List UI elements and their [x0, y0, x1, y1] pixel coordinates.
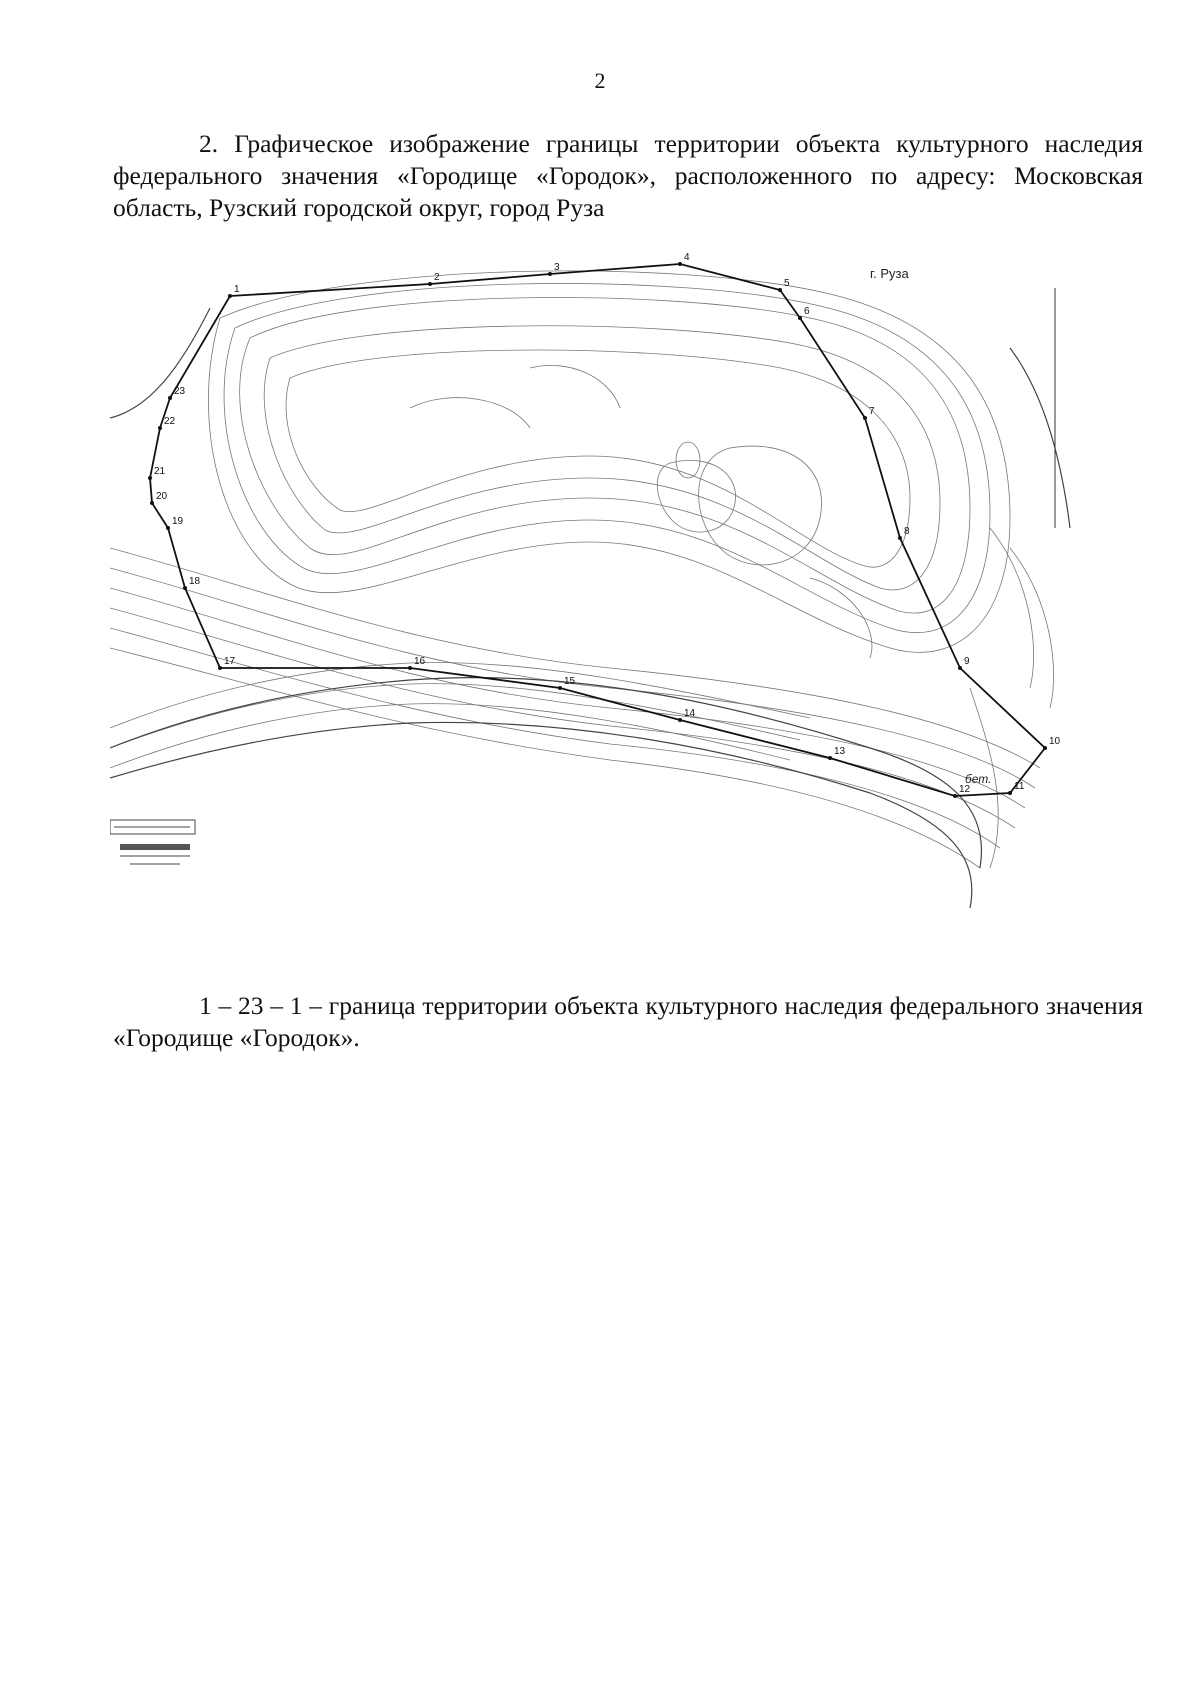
boundary-point-marker [168, 396, 172, 400]
boundary-point-label: 9 [964, 656, 970, 667]
boundary-point-marker [408, 666, 412, 670]
boundary-point-marker [678, 718, 682, 722]
boundary-point-label: 13 [834, 746, 846, 757]
boundary-point-marker [183, 586, 187, 590]
terrain-edge [110, 308, 1070, 908]
boundary-point-label: 19 [172, 516, 184, 527]
boundary-point-marker [678, 262, 682, 266]
boundary-point-marker [158, 426, 162, 430]
boundary-point-marker [150, 501, 154, 505]
boundary-point-label: 20 [156, 491, 168, 502]
boundary-map [110, 248, 1160, 968]
map-place-label: г. Руза [870, 266, 909, 281]
boundary-point-marker [228, 294, 232, 298]
boundary-point-marker [218, 666, 222, 670]
boundary-point-label: 21 [154, 466, 166, 477]
boundary-point-marker [958, 666, 962, 670]
boundary-point-label: 18 [189, 576, 201, 587]
boundary-point-label: 3 [554, 262, 560, 273]
boundary-point-marker [1008, 791, 1012, 795]
boundary-point-label: 7 [869, 406, 875, 417]
boundary-point-label: 11 [1014, 781, 1025, 792]
boundary-point-marker [798, 316, 802, 320]
boundary-point-marker [1043, 746, 1047, 750]
boundary-point-label: 8 [904, 526, 910, 537]
boundary-point-label: 12 [959, 784, 971, 795]
boundary-point-label: 2 [434, 272, 440, 283]
boundary-point-label: 15 [564, 676, 576, 687]
boundary-point-marker [828, 756, 832, 760]
boundary-point-label: 4 [684, 252, 690, 263]
boundary-point-marker [953, 794, 957, 798]
boundary-point-marker [558, 686, 562, 690]
map-river-label: бет. [965, 772, 992, 786]
boundary-point-marker [863, 416, 867, 420]
legend-paragraph: 1 – 23 – 1 – граница территории объекта культурного наследия федерального значения «Городище «Городок». [113, 991, 1143, 1052]
boundary-point-marker [148, 476, 152, 480]
boundary-point-marker [166, 526, 170, 530]
boundary-point-label: 10 [1049, 736, 1061, 747]
boundary-point-label: 14 [684, 708, 696, 719]
boundary-point-label: 16 [414, 656, 426, 667]
boundary-point-marker [428, 282, 432, 286]
contour-lines [110, 271, 1054, 868]
boundary-point-label: 23 [174, 386, 186, 397]
boundary-point-label: 5 [784, 278, 790, 289]
page-number: 2 [594, 68, 606, 93]
boundary-point-label: 6 [804, 306, 810, 317]
map-scale-box [110, 820, 195, 864]
boundary-point-marker [778, 288, 782, 292]
section-heading-paragraph: 2. Графическое изображение границы территории объекта культурного наследия федерального значения «Городище «Городок», расположенного по адресу: Московская область, Рузский городской округ, город Руза [113, 129, 1143, 222]
boundary-point-label: 1 [234, 284, 240, 295]
boundary-point-label: 17 [224, 656, 236, 667]
boundary-point-marker [898, 536, 902, 540]
boundary-point-marker [548, 272, 552, 276]
boundary-point-label: 22 [164, 416, 176, 427]
